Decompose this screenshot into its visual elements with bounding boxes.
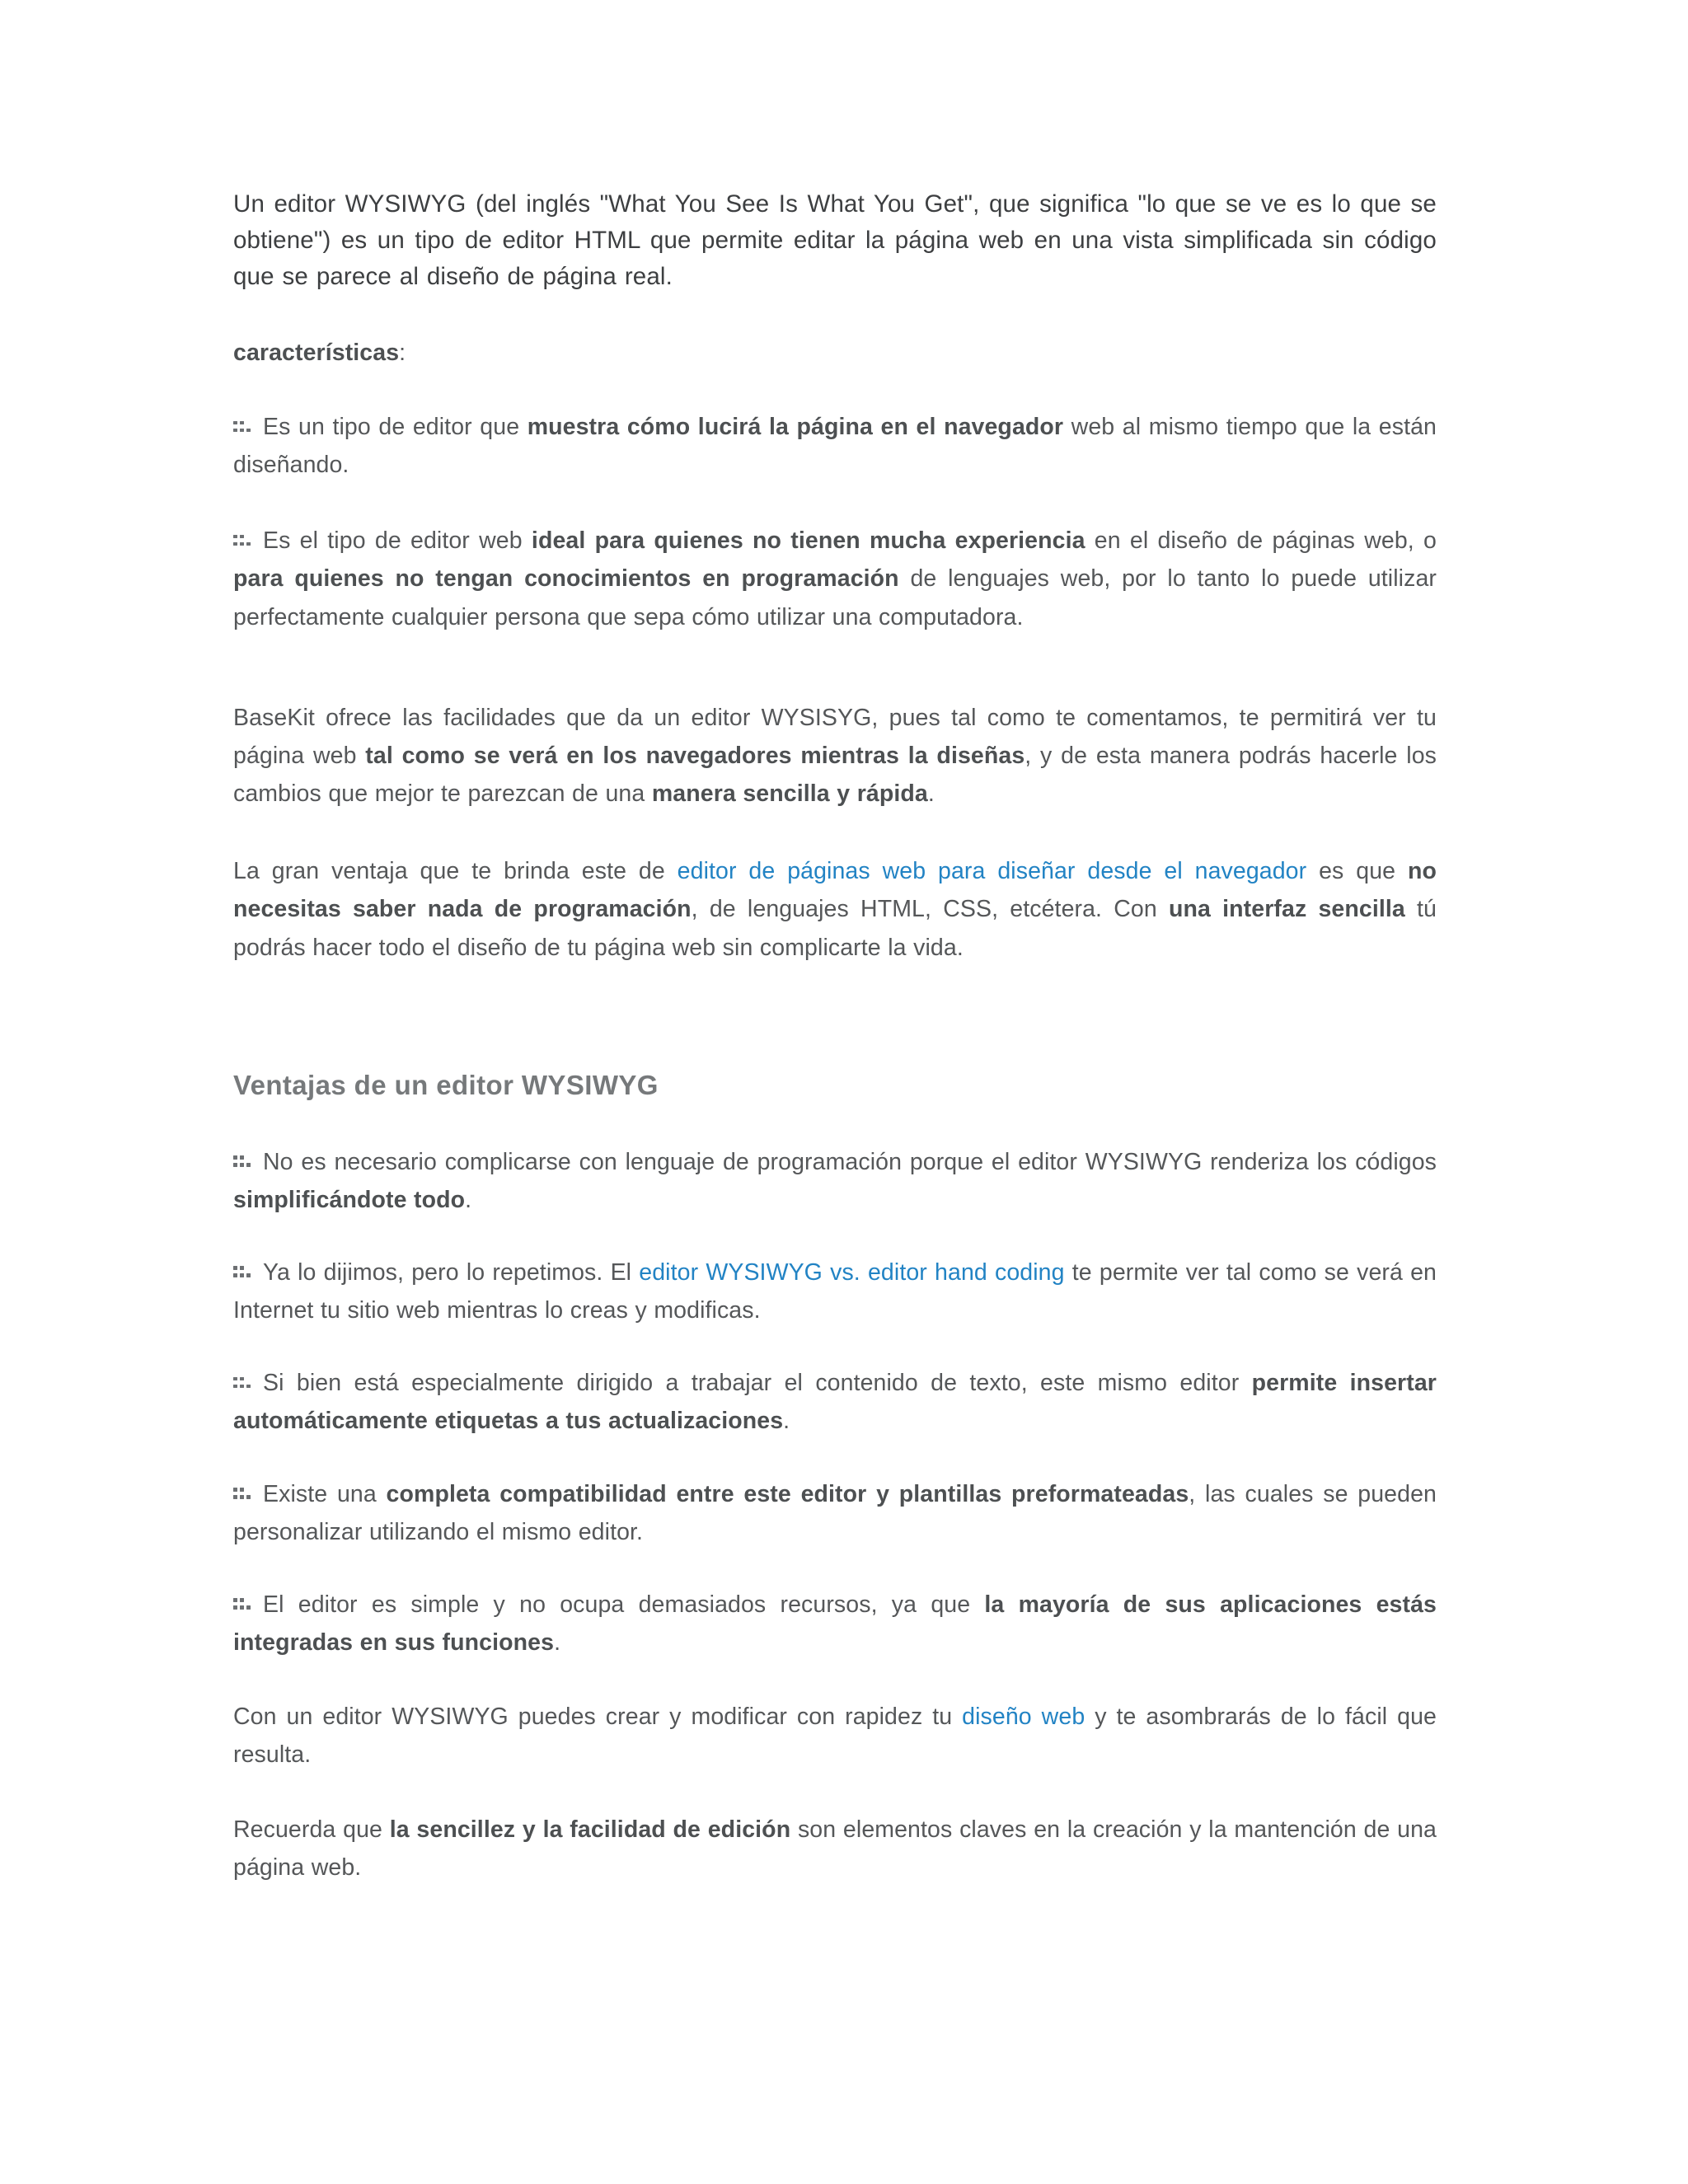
list-item-text-post: web al mismo tiempo que la están diseñando. (233, 414, 1437, 479)
section-heading: Ventajas de un editor WYSIWYG (233, 1069, 659, 1100)
spacer (233, 1104, 1437, 1143)
list-item-text-post: . (554, 1629, 561, 1657)
list-item-text-post: , las cuales se pueden personalizar utilizando el mismo editor. (233, 1480, 1437, 1545)
ventaja-text-mid-2: , de lenguajes HTML, CSS, etcétera. Con (691, 896, 1170, 923)
list-item-text-bold: simplificándote todo (233, 1186, 466, 1213)
list-item-text-post: de lenguajes web, por lo tanto lo puede utilizar perfectamente cualquier persona que sepa cómo utilizar una computadora. (233, 565, 1437, 630)
list-item-text-bold: muestra cómo lucirá la página en el navegador (527, 414, 1064, 441)
spacer (233, 636, 1437, 699)
list-item-text-pre: Es el tipo de editor web (263, 527, 532, 555)
list-bullet-icon (233, 1370, 251, 1391)
intro-paragraph: Un editor WYSIWYG (del inglés "What You See Is What You Get", que significa "lo que se ve es lo que se obtiene") es un tipo de editor HTML que permite editar la página web en una vista simplificada sin código que se parece al diseño de página real. (233, 190, 1437, 290)
link-editor-paginas-web[interactable]: editor de páginas web para diseñar desde el navegador (677, 858, 1307, 885)
list-item-text-pre: Si bien está especialmente dirigido a trabajar el contenido de texto, este mismo editor (263, 1370, 1252, 1397)
list-bullet-icon (233, 527, 251, 549)
closing-text-pre: Con un editor WYSIWYG puedes crear y modificar con rapidez tu (233, 1704, 963, 1731)
ventaja-text-post: tú podrás hacer todo el diseño de tu página web sin complicarte la vida. (233, 896, 1437, 961)
spacer (233, 1219, 1437, 1254)
spacer (233, 484, 1437, 522)
list-item-text-bold: completa compatibilidad entre este editor y plantillas preformateadas (386, 1480, 1189, 1507)
list-item-text-post: te permite ver tal como se verá en Internet tu sitio web mientras lo creas y modificas. (233, 1258, 1437, 1324)
spacer (233, 813, 1437, 852)
ventaja-paragraph (233, 852, 1437, 966)
link-diseno-web[interactable]: diseño web (962, 1704, 1085, 1731)
list-item (233, 522, 1437, 635)
list-item-text-bold-2: para quienes no tengan conocimientos en programación (233, 565, 899, 593)
spacer (233, 1441, 1437, 1475)
closing-paragraph-2 (233, 1811, 1437, 1886)
list-item (233, 1475, 1437, 1551)
spacer (233, 1329, 1437, 1364)
basekit-text-mid: , y de esta manera podrás hacerle los cambios que mejor te parezcan de una (233, 742, 1437, 808)
closing-text-post: y te asombrarás de lo fácil que resulta. (233, 1704, 1437, 1769)
list-item-text-post: . (783, 1408, 790, 1435)
caracteristicas-colon: : (399, 339, 406, 366)
list-item-text-pre: No es necesario complicarse con lenguaje de programación porque el editor WYSIWYG renderiza los códigos (263, 1148, 1437, 1175)
spacer (233, 1551, 1437, 1586)
list-item-text-bold: la mayoría de sus aplicaciones estás integradas en sus funciones (233, 1591, 1437, 1657)
list-item (233, 1364, 1437, 1440)
closing-text-bold: la sencillez y la facilidad de edición (389, 1816, 791, 1843)
list-item (233, 1254, 1437, 1329)
basekit-text-bold-2: manera sencilla y rápida (651, 780, 928, 808)
basekit-text-bold: tal como se verá en los navegadores mientras la diseñas (365, 742, 1025, 769)
list-item-text-bold: permite insertar automáticamente etiquetas a tus actualizaciones (233, 1370, 1437, 1435)
link-wysiwyg-vs-hand-coding[interactable]: editor WYSIWYG vs. editor hand coding (639, 1258, 1065, 1286)
basekit-text-post: . (927, 780, 935, 808)
document-content (233, 186, 1437, 1886)
list-item-text-pre: Es un tipo de editor que (263, 414, 528, 441)
basekit-text-pre: BaseKit ofrece las facilidades que da un editor WYSISYG, pues tal como te comentamos, te permitirá ver tu página web (233, 704, 1437, 769)
basekit-paragraph (233, 699, 1437, 813)
spacer (233, 967, 1437, 1068)
list-item-text-pre: Existe una (263, 1480, 387, 1507)
list-bullet-icon (233, 1258, 251, 1280)
list-item-text-bold: ideal para quienes no tienen mucha experiencia (531, 527, 1085, 555)
spacer (233, 1661, 1437, 1698)
caracteristicas-label: características (233, 339, 400, 366)
ventaja-text-pre: La gran ventaja que te brinda este de (233, 858, 678, 885)
spacer (233, 372, 1437, 408)
closing-text-pre: Recuerda que (233, 1816, 390, 1843)
list-item (233, 1586, 1437, 1661)
ventaja-text-mid: es que (1306, 858, 1408, 885)
list-item-text-post: . (465, 1186, 472, 1213)
caracteristicas-label-line (233, 334, 1437, 372)
spacer (233, 295, 1437, 334)
ventaja-text-bold: no necesitas saber nada de programación (233, 858, 1437, 923)
list-bullet-icon (233, 413, 251, 434)
ventaja-text-bold-2: una interfaz sencilla (1169, 896, 1405, 923)
list-bullet-icon (233, 1480, 251, 1502)
list-item (233, 408, 1437, 484)
list-item (233, 1143, 1437, 1219)
list-item-text-pre: Ya lo dijimos, pero lo repetimos. El (263, 1258, 640, 1286)
closing-text-post: son elementos claves en la creación y la mantención de una página web. (233, 1816, 1437, 1881)
list-bullet-icon (233, 1591, 251, 1612)
list-bullet-icon (233, 1148, 251, 1169)
closing-paragraph-1 (233, 1698, 1437, 1774)
list-item-text-pre: El editor es simple y no ocupa demasiados recursos, ya que (263, 1591, 985, 1618)
list-item-text-mid: en el diseño de páginas web, o (1085, 527, 1437, 555)
spacer (233, 1774, 1437, 1811)
